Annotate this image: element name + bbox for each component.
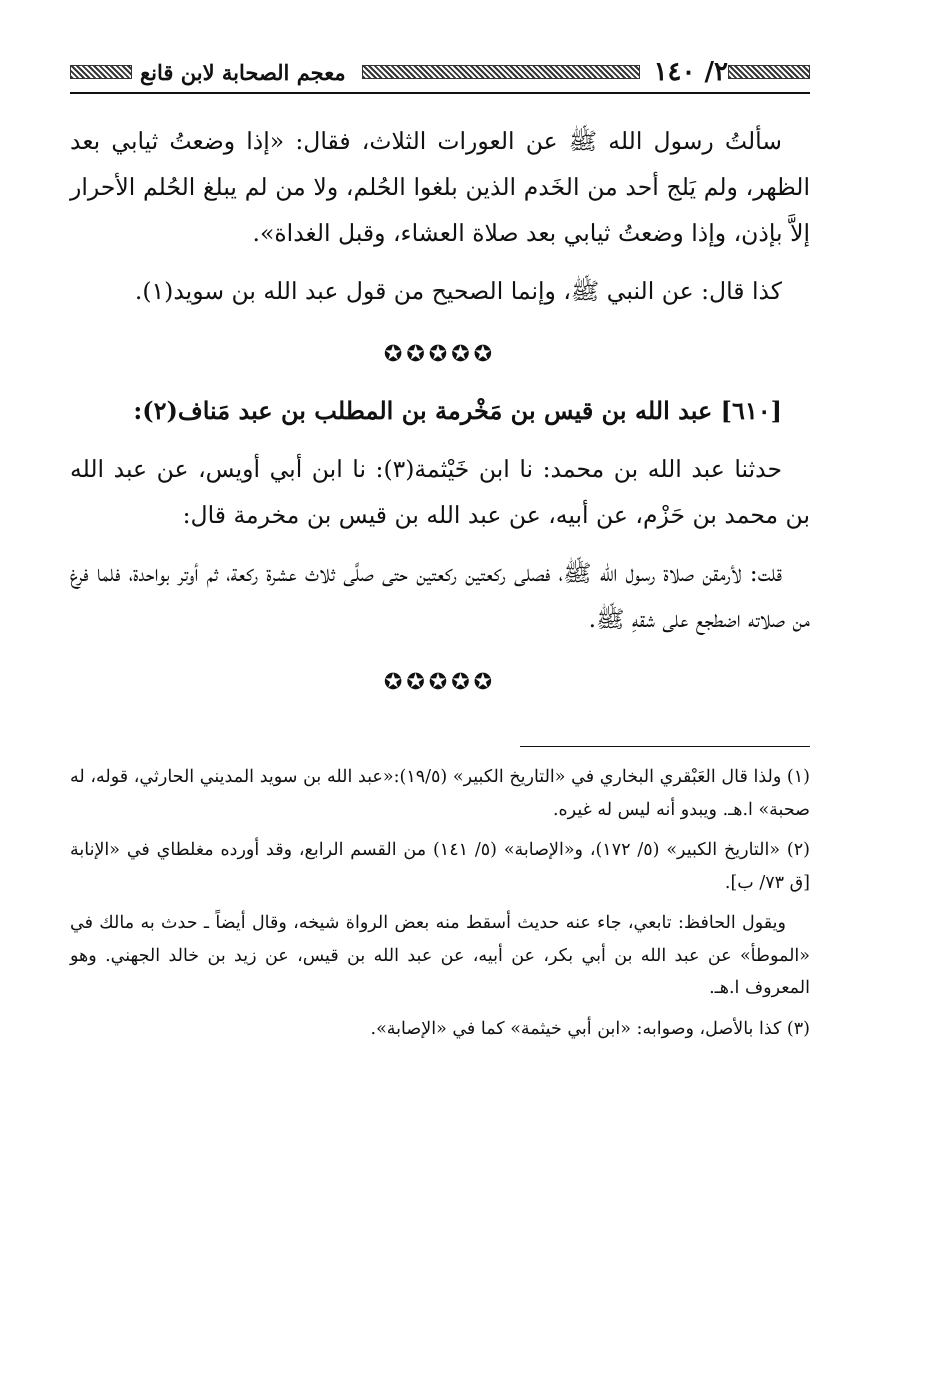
header-ornament-middle bbox=[362, 65, 640, 79]
section-separator: ✪✪✪✪✪ bbox=[383, 342, 497, 367]
footnotes-section bbox=[70, 746, 810, 1045]
commentary-paragraph: كذا قال: عن النبي ﷺ، وإنما الصحيح من قول عبد الله بن سويد(١). bbox=[134, 277, 782, 305]
page bbox=[70, 52, 810, 1053]
book-title: معجم الصحابة لابن قانع bbox=[140, 59, 346, 85]
footnote-divider bbox=[520, 746, 810, 747]
entry-title: [٦١٠] عبد الله بن قيس بن مَخْرمة بن المطلب بن عبد مَناف(٢): bbox=[133, 396, 782, 425]
main-text bbox=[70, 118, 810, 706]
footnotes bbox=[70, 761, 810, 1045]
footnote-2: (٢) «التاريخ الكبير» (٥/ ١٧٢)، و«الإصابة» (٥/ ١٤١) من القسم الرابع، وقد أورده مغلطاي في «الإنابة [ق ٧٣/ ب]. bbox=[70, 840, 810, 893]
section-separator: ✪✪✪✪✪ bbox=[383, 670, 497, 695]
footnote-2-continuation: ويقول الحافظ: تابعي، جاء عنه حديث أسقط منه بعض الرواة شيخه، وقال أيضاً ـ حدث به مالك في «الموطأ» عن عبد الله بن أبي بكر، عن أبيه، عن عبد الله بن قيس، عن زيد بن خالد الجهني. وهو المعروف ا.هـ. bbox=[70, 913, 810, 998]
footnote-1: (١) ولذا قال العَبْقري البخاري في «التاريخ الكبير» (١٩/٥):«عبد الله بن سويد المديني الحارثي، قوله، له صحبة» ا.هـ. ويبدو أنه ليس له غيره. bbox=[70, 767, 810, 820]
footnote-3: (٣) كذا بالأصل، وصوابه: «ابن أبي خيثمة» كما في «الإصابة». bbox=[370, 1018, 810, 1039]
isnad-paragraph: حدثنا عبد الله بن محمد: نا ابن خَيْثمة(٣): نا ابن أبي أويس، عن عبد الله بن محمد بن حَزْم، عن أبيه، عن عبد الله بن قيس بن مخرمة قال: bbox=[70, 455, 810, 529]
header-ornament-left bbox=[70, 65, 132, 79]
running-header bbox=[70, 52, 810, 94]
hadith-paragraph-2: قلت: لأرمقن صلاة رسول الله ﷺ، فصلى ركعتين ركعتين حتى صلَّى ثلاث عشرة ركعة، ثم أوتر بواحدة، فلما فرغ من صلاته اضطجع على شقهِ ﷺ. bbox=[70, 559, 810, 633]
page-number: ٢/ ١٤٠ bbox=[653, 57, 728, 87]
header-ornament-right bbox=[728, 65, 810, 79]
hadith-paragraph-1: سألتُ رسول الله ﷺ عن العورات الثلاث، فقال: «إذا وضعتُ ثيابي بعد الظهر، ولم يَلج أحد من الخَدم الذين بلغوا الحُلم، ولا من لم يبلغ الحُلم الأحرار إلاَّ بإذن، وإذا وضعتُ ثيابي بعد صلاة العشاء، وقبل الغداة». bbox=[70, 127, 810, 247]
